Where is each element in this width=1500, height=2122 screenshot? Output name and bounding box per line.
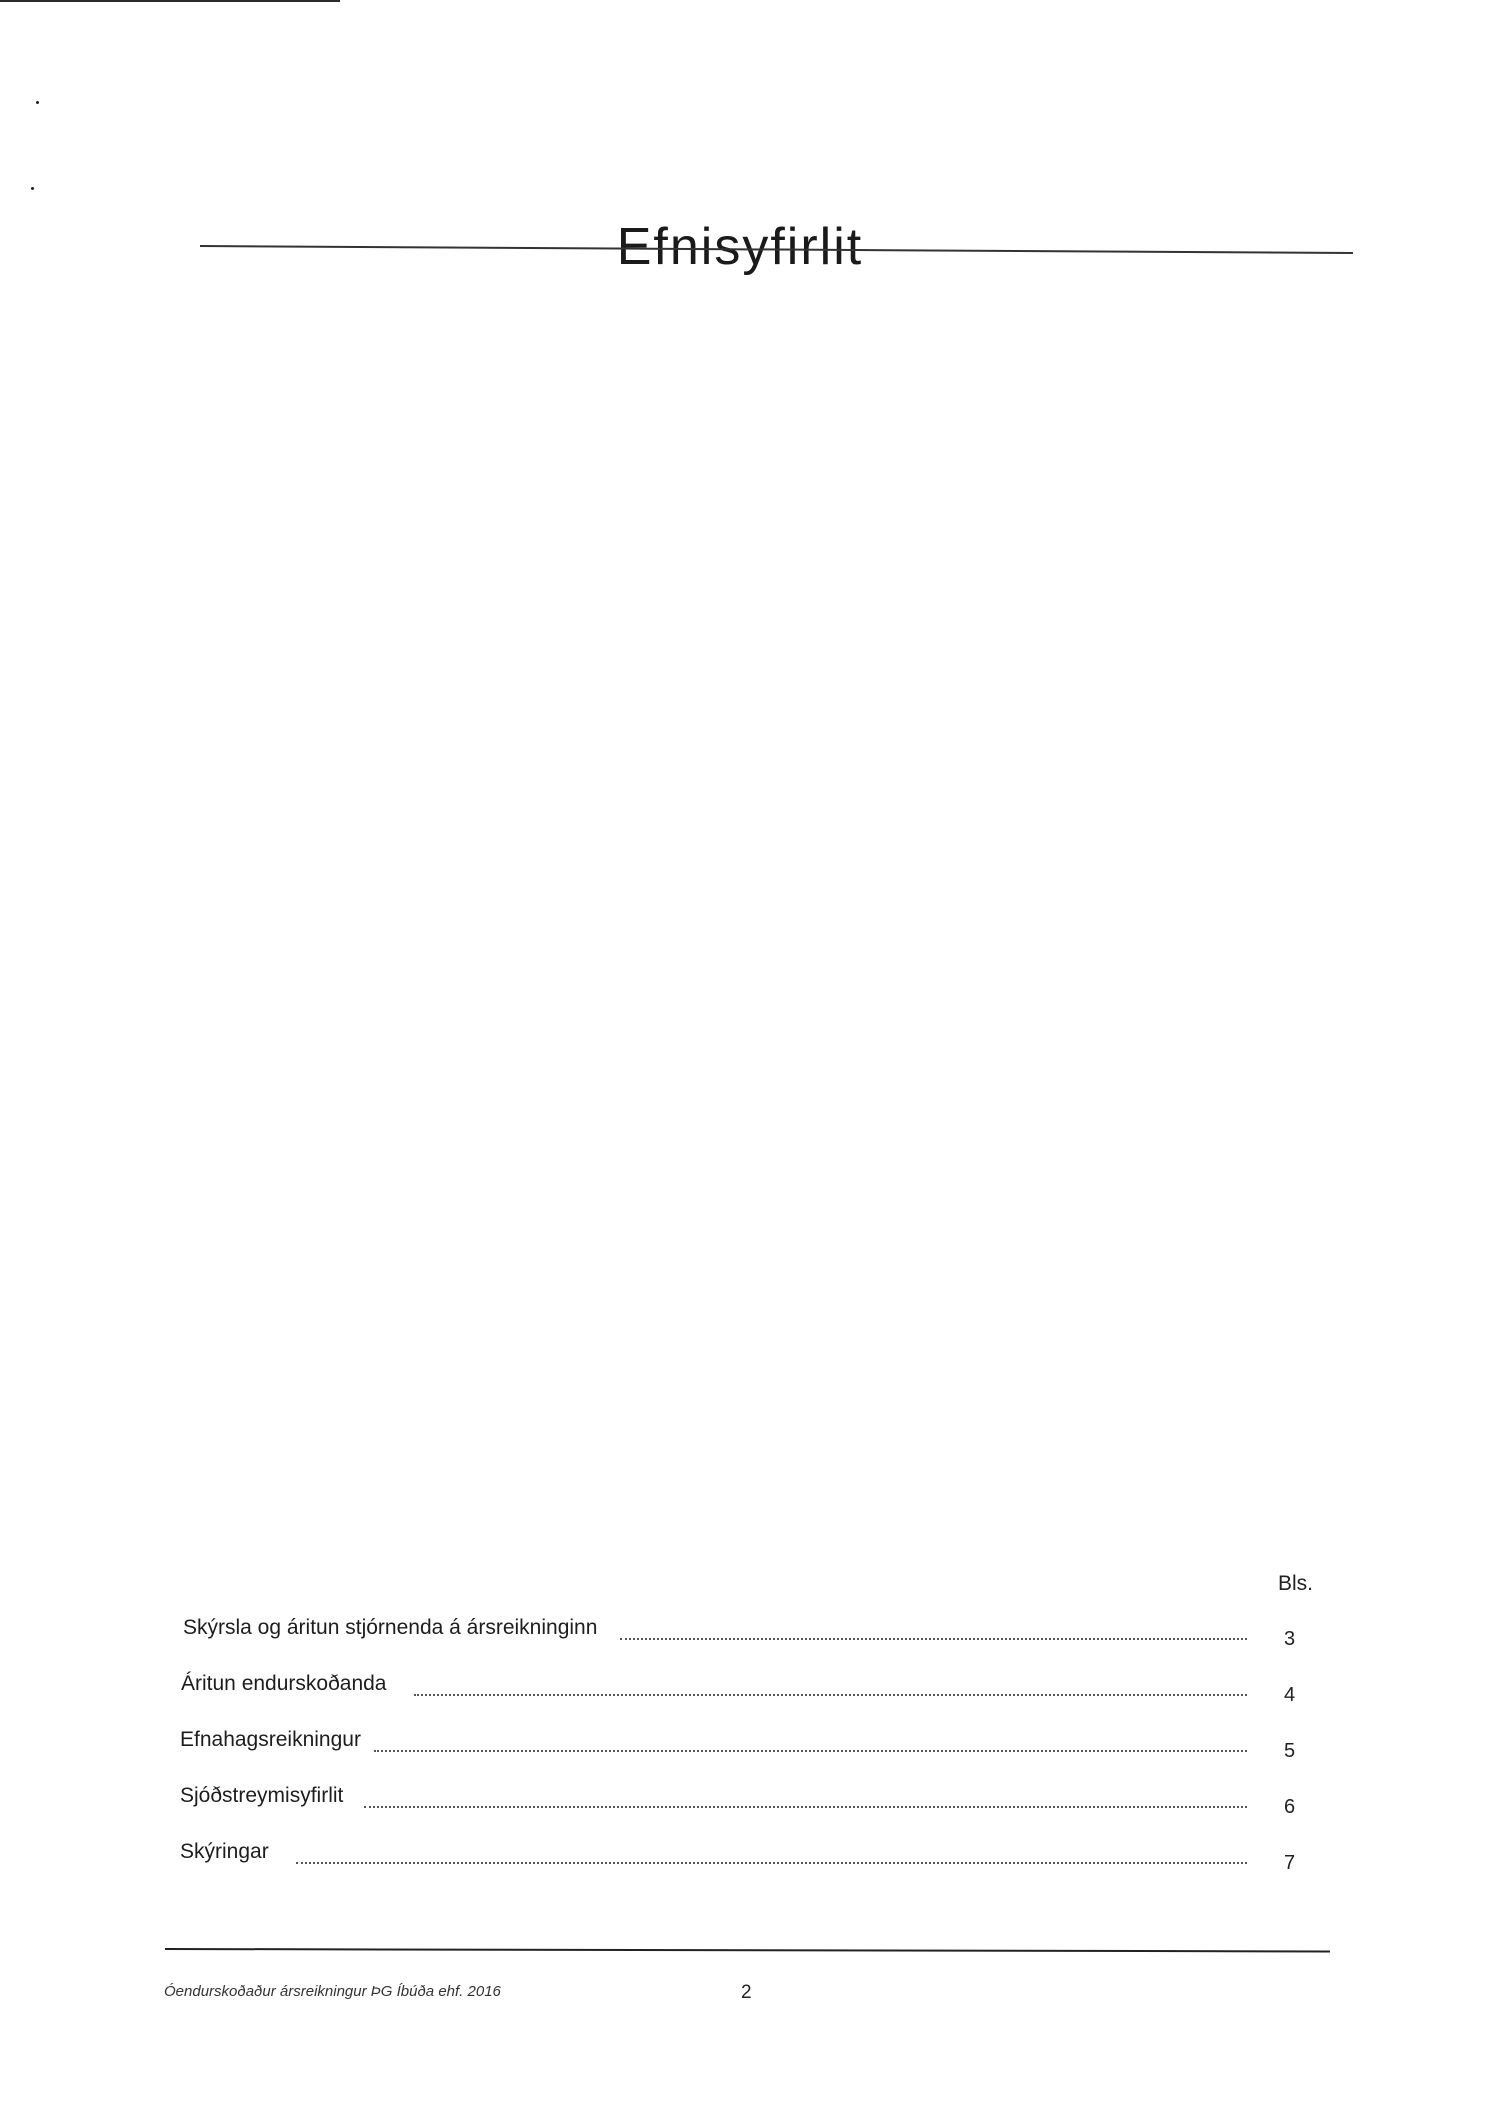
scan-speck bbox=[36, 101, 39, 104]
toc-entry-label: Sjóðstreymisyfirlit bbox=[180, 1784, 349, 1808]
toc-entry-label: Skýringar bbox=[180, 1840, 275, 1864]
toc-dot-leader bbox=[364, 1806, 1247, 1808]
toc-entry-page: 6 bbox=[1284, 1796, 1296, 1818]
toc-entry-page: 3 bbox=[1284, 1628, 1296, 1650]
toc-dot-leader bbox=[414, 1694, 1247, 1696]
toc-entry-page: 4 bbox=[1284, 1684, 1296, 1706]
toc-dot-leader bbox=[620, 1638, 1247, 1640]
toc-entry bbox=[0, 1672, 1500, 1708]
toc-entry-label: Áritun endurskoðanda bbox=[181, 1672, 392, 1696]
toc-entry-page: 7 bbox=[1284, 1852, 1296, 1874]
toc-dot-leader bbox=[296, 1862, 1247, 1864]
page-title: Efnisyfirlit bbox=[616, 217, 864, 276]
toc-entry-label: Skýrsla og áritun stjórnenda á ársreikninginn bbox=[183, 1616, 603, 1640]
toc-entry bbox=[0, 1840, 1500, 1876]
toc-entry bbox=[0, 1728, 1500, 1764]
footer-page-number: 2 bbox=[741, 1982, 752, 2003]
scan-edge-mark bbox=[0, 0, 340, 2]
toc-page-column-header: Bls. bbox=[1278, 1572, 1314, 1595]
toc-entry-label: Efnahagsreikningur bbox=[180, 1728, 367, 1752]
toc-dot-leader bbox=[374, 1750, 1247, 1752]
toc-entry bbox=[0, 1784, 1500, 1820]
toc-entry bbox=[0, 1616, 1500, 1652]
footer-document-caption: Óendurskoðaður ársreikningur ÞG Íbúða ehf. 2016 bbox=[164, 1983, 501, 2000]
scan-speck bbox=[31, 187, 34, 190]
footer-divider bbox=[165, 1948, 1330, 1952]
toc-entry-page: 5 bbox=[1284, 1740, 1296, 1762]
